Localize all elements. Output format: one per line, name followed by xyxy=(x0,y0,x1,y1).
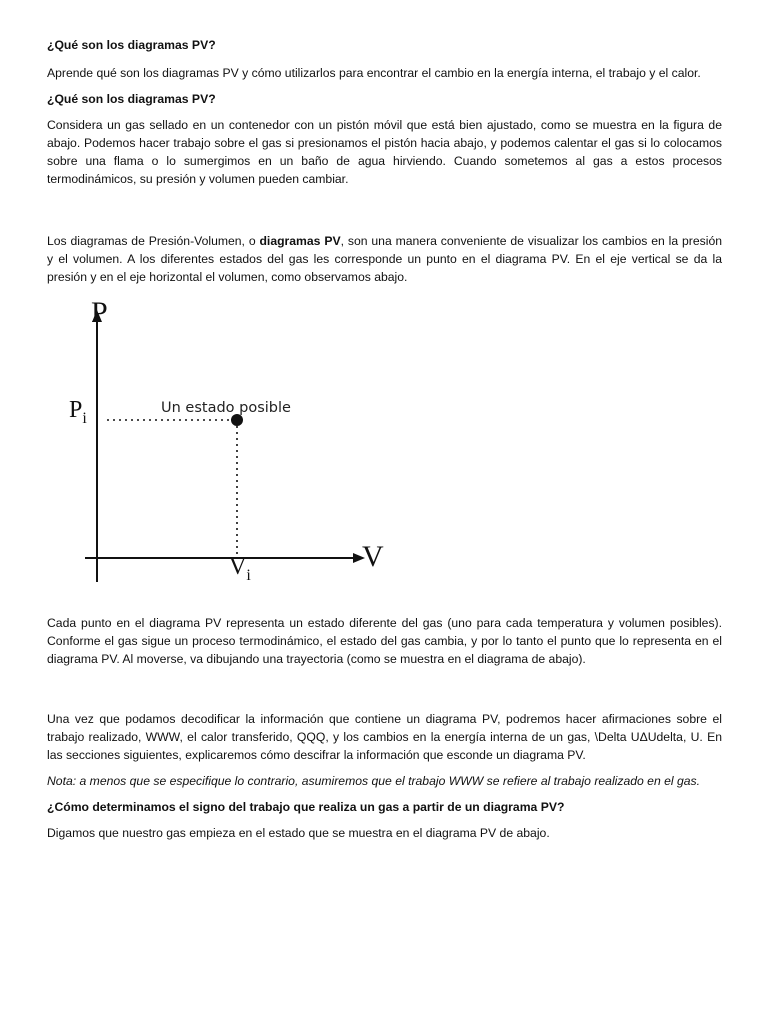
pv-diagram-figure xyxy=(57,296,417,604)
note-paragraph: Nota: a menos que se especifique lo contrario, asumiremos que el trabajo WWW se refiere al trabajo realizado en el gas. xyxy=(47,774,701,788)
intro-paragraph: Aprende qué son los diagramas PV y cómo utilizarlos para encontrar el cambio en la energía interna, el trabajo y el calor. xyxy=(47,66,701,80)
paragraph-gas-sellado: Considera un gas sellado en un contenedor con un pistón móvil que está bien ajustado, como se muestra en la figura de abajo. Podemos hacer trabajo sobre el gas si presionamos el pistón hacia abajo, y podemos calentar el gas si lo colocamos sobre una flama o lo sumergimos en un baño de agua hirviendo. Cuando sometemos al gas a estos procesos termodinámicos, su presión y volumen pueden cambiar. xyxy=(47,118,722,186)
document-page xyxy=(47,36,722,842)
para2-bold-term: diagramas PV xyxy=(259,234,341,248)
paragraph-digamos: Digamos que nuestro gas empieza en el estado que se muestra en el diagrama PV de abajo. xyxy=(47,826,550,840)
axis-label-p: P xyxy=(91,296,108,329)
para2-end: , son una manera conveniente de visualizar los cambios en la presión y el volumen. A los diferentes estados del gas les corresponde un punto en el diagrama PV. En el eje vertical se da la presión y en el eje horizontal el volumen, como observamos abajo. xyxy=(47,234,723,284)
heading-que-son-2: ¿Qué son los diagramas PV? xyxy=(47,92,216,106)
label-p-i-sub: i xyxy=(82,409,87,427)
paragraph-decodificar: Una vez que podamos decodificar la información que contiene un diagrama PV, podremos hacer afirmaciones sobre el trabajo realizado, WWW, el calor transferido, QQQ, y los cambios en la energía interna de un gas, \Delta UΔUdelta, U. En las secciones siguientes, explicaremos cómo descifrar la información que esconde un diagrama PV. xyxy=(47,712,722,762)
heading-signo-trabajo: ¿Cómo determinamos el signo del trabajo que realiza un gas a partir de un diagrama PV? xyxy=(47,800,565,814)
para2-start: Los diagramas de Presión-Volumen, o xyxy=(47,234,260,248)
label-v-i-main: V xyxy=(229,554,247,580)
paragraph-diagramas-presion-volumen xyxy=(47,232,722,286)
label-p-i-main: P xyxy=(69,397,83,423)
axis-label-v: V xyxy=(362,540,384,573)
paragraph-cada-punto: Cada punto en el diagrama PV representa un estado diferente del gas (uno para cada temperatura y volumen posibles). Conforme el gas sigue un proceso termodinámico, el estado del gas cambia, y por lo tanto el punto que lo representa en el diagrama PV. Al moverse, va dibujando una trayectoria (como se muestra en el diagrama de abajo). xyxy=(47,616,722,666)
label-v-i-sub: i xyxy=(246,566,251,584)
heading-que-son: ¿Qué son los diagramas PV? xyxy=(47,38,216,52)
label-v-i xyxy=(229,554,251,585)
state-label: Un estado posible xyxy=(161,400,291,416)
label-p-i xyxy=(69,397,87,428)
